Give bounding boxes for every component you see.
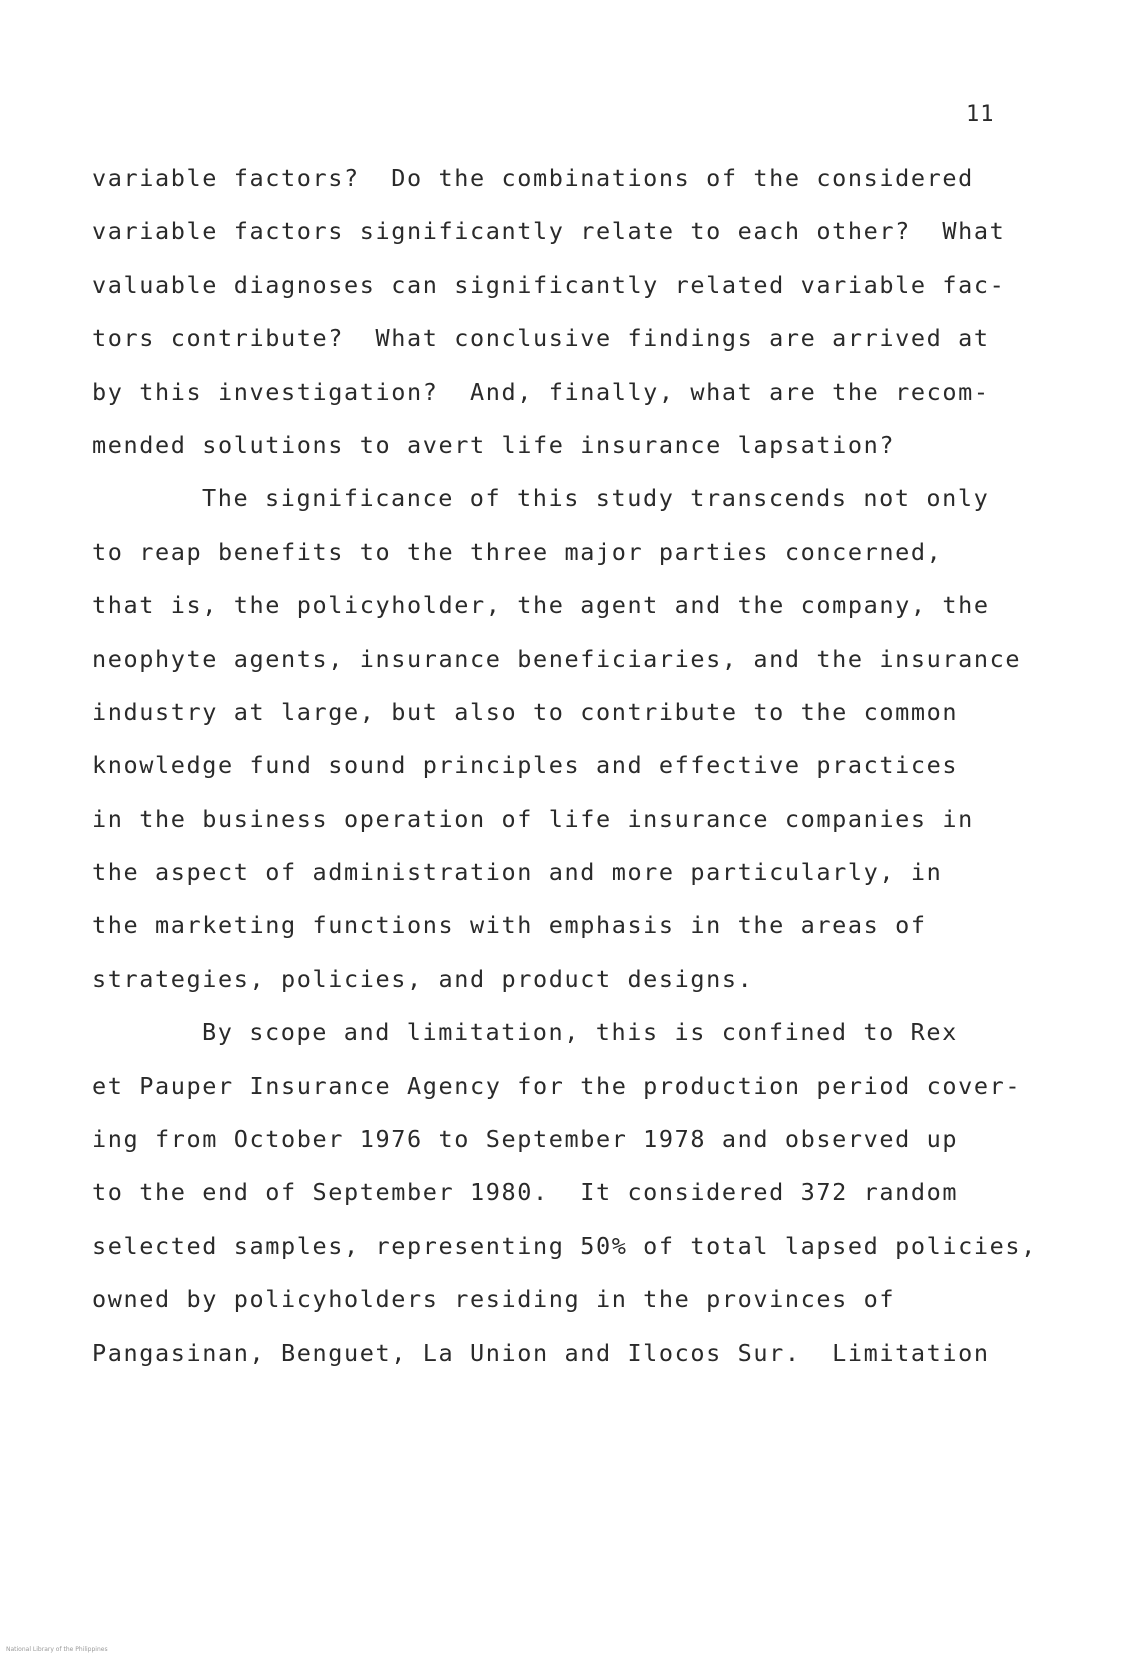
text-line: variable factors significantly relate to each other? What <box>92 217 1006 246</box>
page-number: 11 <box>966 102 995 127</box>
text-line: knowledge fund sound principles and effective practices <box>92 751 959 780</box>
text-line: tors contribute? What conclusive findings are arrived at <box>92 324 990 353</box>
text-line: the aspect of administration and more particularly, in <box>92 858 943 887</box>
text-line: mended solutions to avert life insurance lapsation? <box>92 430 896 459</box>
text-line: by this investigation? And, finally, what are the recom- <box>92 377 990 406</box>
body-text <box>92 152 1092 1380</box>
text-line: valuable diagnoses can significantly related variable fac- <box>92 270 1006 299</box>
text-line: Pangasinan, Benguet, La Union and Ilocos Sur. Limitation <box>92 1338 990 1367</box>
paragraph-start-line: The significance of this study transcends not only <box>202 484 990 513</box>
text-line: et Pauper Insurance Agency for the production period cover- <box>92 1071 1022 1100</box>
text-line: to reap benefits to the three major parties concerned, <box>92 537 943 566</box>
text-line: neophyte agents, insurance beneficiaries, and the insurance <box>92 644 1022 673</box>
text-line: the marketing functions with emphasis in the areas of <box>92 911 927 940</box>
paragraph-start-line: By scope and limitation, this is confined to Rex <box>202 1018 958 1047</box>
text-line: variable factors? Do the combinations of the considered <box>92 164 974 192</box>
text-line: ing from October 1976 to September 1978 and observed up <box>92 1125 959 1154</box>
text-line: in the business operation of life insurance companies in <box>92 804 974 833</box>
text-line: owned by policyholders residing in the provinces of <box>92 1285 896 1314</box>
text-line: that is, the policyholder, the agent and the company, the <box>92 591 990 620</box>
text-line: to the end of September 1980. It considered 372 random <box>92 1178 959 1207</box>
scan-footer: National Library of the Philippines <box>6 1646 108 1653</box>
text-line: strategies, policies, and product designs. <box>92 964 754 993</box>
text-line: industry at large, but also to contribute to the common <box>92 697 959 726</box>
text-line: selected samples, representing 50% of total lapsed policies, <box>92 1231 1037 1260</box>
